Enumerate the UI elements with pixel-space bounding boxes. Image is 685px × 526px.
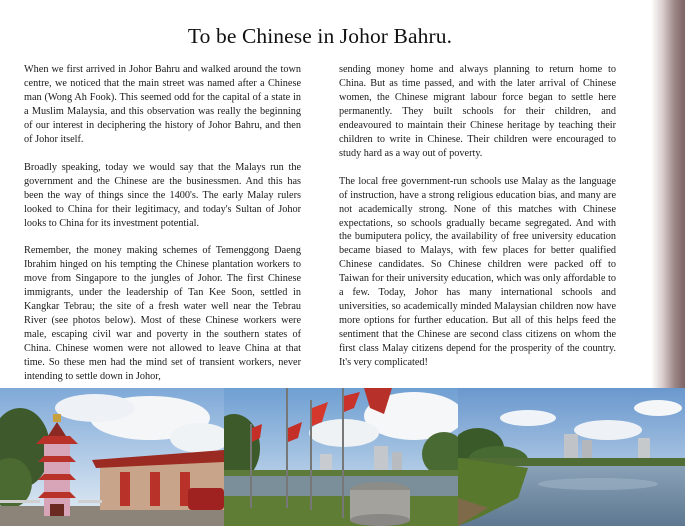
photo-well-flags [224, 388, 458, 526]
photo-river [458, 388, 685, 526]
paragraph: sending money home and always planning to return home to China. But as time passed, and with the later arrival of Chinese women, the Chinese migrant labour force began to settle here permanently. They built schools for their children, and endeavoured to maintain their Chinese heritage by teaching their children to write in Chinese. Their children were encouraged to study hard as a way out of poverty. [339, 64, 616, 159]
paragraph: Remember, the money making schemes of Temenggong Daeng Ibrahim hinged on his tempting the Chinese plantation workers to move from Singapore to the jungles of Johor. The first Chinese immigrants, under the leadership of Tan Kee Soon, settled in Kangkar Tebrau; the site of a fresh water well near the Tebrau River (see photos below). Most of these Chinese workers were male, escaping civil war and poverty in the southern states of China. Chinese women were not allowed to leave China at that time. So these men had the mind set of transient workers, never intending to settle down in Johor, [24, 245, 301, 383]
paragraph: The local free government-run schools use Malay as the language of instruction, have a strong religious education bias, and many are not academically strong. None of this matches with Chinese expectations, so schools gradually became segregated. And with the bumiputera policy, the availability of free university education became biased to Malays, with few places for better qualified Chinese candidates. So Chinese children were packed off to Taiwan for their university education, which was only affordable to a few. Today, Johor has many international schools and universities, so academically minded Malaysian children now have more options for further education. But all of this helps feed the sentiment that the Chinese are second class citizens on whom the first class Malay citizens depend for the prosperity of the country. It's very complicated! [339, 175, 616, 369]
photo-strip [0, 388, 685, 526]
right-column [339, 63, 616, 384]
left-column [24, 63, 301, 398]
photo-temple [0, 388, 224, 526]
paragraph: When we first arrived in Johor Bahru and walked around the town centre, we noticed that the main street was named after a Chinese man (Wong Ah Fook). This seemed odd for the capital of a state in a Muslim Malaysia, and this observation was really the beginning of our interest in deciphering the history of Johor Bahru, and then of Johor itself. [24, 64, 301, 145]
paragraph: Broadly speaking, today we would say that the Malays run the government and the Chinese are the businessmen. And this has been the way of things since the 1400's. The early Malay rulers looked to China for their legitimacy, and today's Sultan of Johor looks to China for its investment potential. [24, 161, 301, 229]
page-title: To be Chinese in Johor Bahru. [187, 24, 453, 48]
